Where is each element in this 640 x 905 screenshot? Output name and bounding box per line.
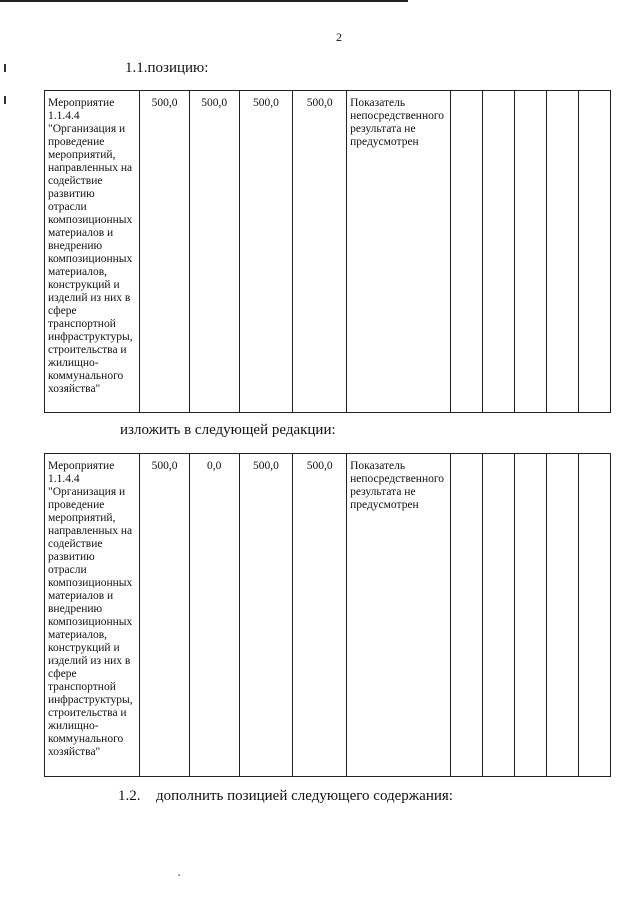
empty-cell: [546, 91, 578, 413]
page-number: 2: [336, 30, 342, 44]
value-cell: 500,0: [293, 91, 347, 413]
scan-speck: [178, 874, 180, 876]
indicator-text: Показатель непосредственного результата не предусмотрен: [350, 460, 445, 511]
scan-left-mark: [4, 96, 6, 104]
value-cell: 0,0: [189, 454, 239, 777]
value-cell: 500,0: [140, 454, 190, 777]
empty-cell: [450, 91, 482, 413]
indicator-cell: [347, 91, 450, 413]
empty-cell: [578, 454, 610, 777]
indicator-cell: [347, 454, 450, 777]
empty-cell: [514, 91, 546, 413]
measure-name: Мероприятие 1.1.4.4 "Организация и проведение мероприятий, направленных на содействие развитию отрасли композиционных материалов и внедрению композиционных материалов, конструкций и изделий из них в сфере транспортной инфраструктуры, строительства и жилищно- коммунального хозяйства": [48, 97, 133, 395]
position-table-old: [44, 90, 611, 413]
table-row: [45, 91, 611, 413]
section-1-2-number: 1.2.: [118, 788, 141, 804]
measure-name-cell: [45, 91, 140, 413]
empty-cell: [482, 91, 514, 413]
empty-cell: [578, 91, 610, 413]
scan-top-edge: [0, 0, 408, 2]
value-cell: 500,0: [140, 91, 190, 413]
section-1-2-heading: [118, 788, 453, 805]
section-1-2-text: дополнить позицией следующего содержания:: [156, 788, 453, 804]
value-cell: 500,0: [293, 454, 347, 777]
empty-cell: [450, 454, 482, 777]
position-table-new: [44, 453, 611, 777]
measure-name: Мероприятие 1.1.4.4 "Организация и проведение мероприятий, направленных на содействие развитию отрасли композиционных материалов и внедрению композиционных материалов, конструкций и изделий из них в сфере транспортной инфраструктуры, строительства и жилищно- коммунального хозяйства": [48, 460, 133, 758]
table-row: [45, 454, 611, 777]
replace-heading: изложить в следующей редакции:: [120, 422, 336, 438]
empty-cell: [546, 454, 578, 777]
section-1-1-heading: 1.1.позицию:: [125, 60, 209, 76]
value-cell: 500,0: [239, 454, 293, 777]
empty-cell: [482, 454, 514, 777]
value-cell: 500,0: [189, 91, 239, 413]
value-cell: 500,0: [239, 91, 293, 413]
empty-cell: [514, 454, 546, 777]
measure-name-cell: [45, 454, 140, 777]
indicator-text: Показатель непосредственного результата не предусмотрен: [350, 97, 445, 148]
scan-left-mark: [4, 64, 6, 72]
